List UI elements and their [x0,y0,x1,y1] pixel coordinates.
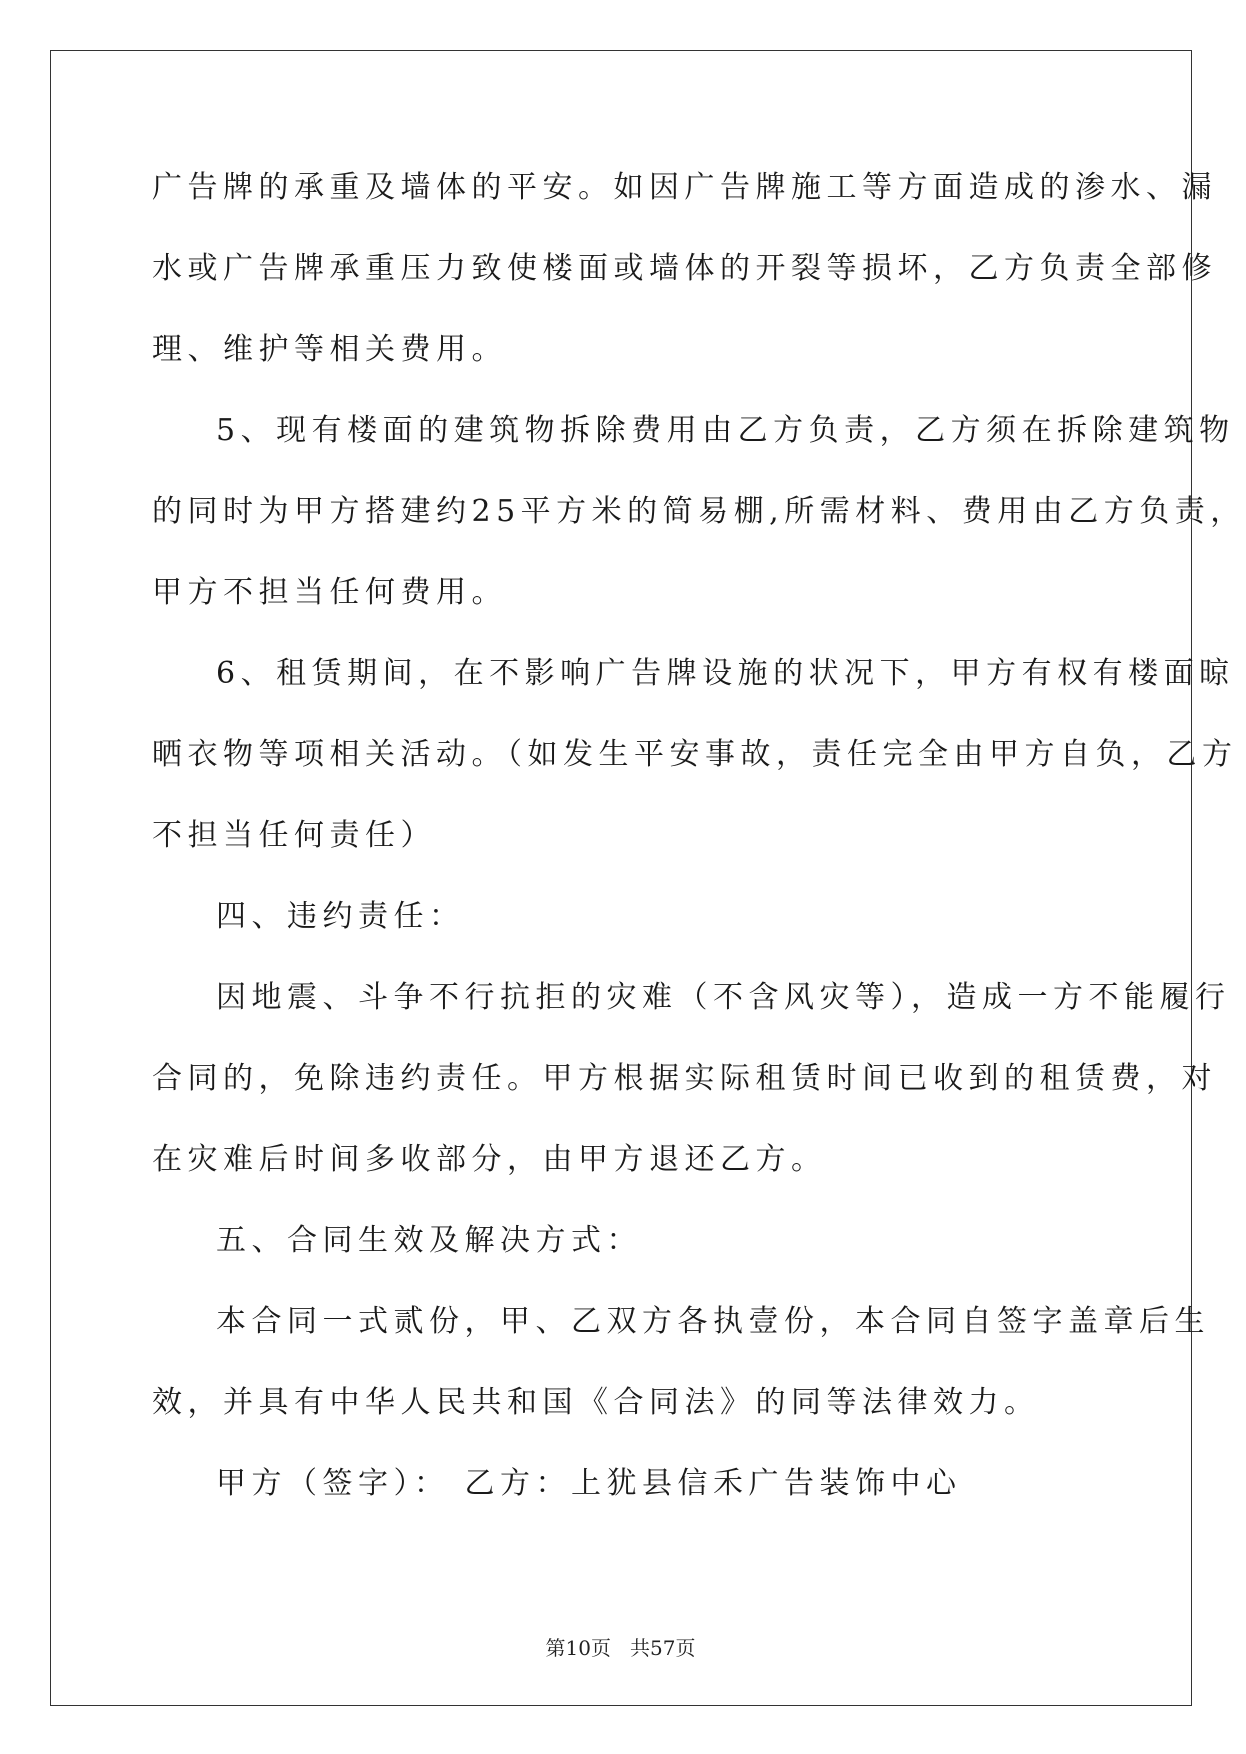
clause-5-line-1: 5、现有楼面的建筑物拆除费用由乙方负责，乙方须在拆除建筑物 [216,413,1235,448]
section-heading-breach: 四、违约责任： [216,899,465,934]
clause-5-line-3: 甲方不担当任何费用。 [152,575,507,610]
text-line-2: 水或广告牌承重压力致使楼面或墙体的开裂等损坏，乙方负责全部修 [152,251,1217,286]
effect-line-1: 本合同一式贰份，甲、乙双方各执壹份，本合同自签字盖章后生 [216,1304,1210,1339]
breach-line-3: 在灾难后时间多收部分，由甲方退还乙方。 [152,1142,827,1177]
text-line-1: 广告牌的承重及墙体的平安。如因广告牌施工等方面造成的渗水、漏 [152,170,1217,205]
document-body [152,160,1246,1537]
breach-line-2: 合同的，免除违约责任。甲方根据实际租赁时间已收到的租赁费，对 [152,1061,1217,1096]
clause-6-line-3: 不担当任何责任） [152,818,436,853]
breach-line-1: 因地震、斗争不行抗拒的灾难（不含风灾等），造成一方不能履行 [216,980,1231,1015]
clause-5-line-2: 的同时为甲方搭建约25平方米的简易棚,所需材料、费用由乙方负责， [152,494,1246,529]
effect-line-2: 效，并具有中华人民共和国《合同法》的同等法律效力。 [152,1385,1040,1420]
clause-6-line-1: 6、租赁期间，在不影响广告牌设施的状况下，甲方有权有楼面晾 [216,656,1235,691]
text-line-3: 理、维护等相关费用。 [152,332,507,367]
clause-6-line-2: 晒衣物等项相关活动。（如发生平安事故，责任完全由甲方自负，乙方 [152,737,1238,772]
page-number-footer: 第10页 共57页 [545,1636,696,1660]
signature-line: 甲方（签字）： 乙方：上犹县信禾广告装饰中心 [216,1466,962,1501]
section-heading-effect: 五、合同生效及解决方式： [216,1223,642,1258]
